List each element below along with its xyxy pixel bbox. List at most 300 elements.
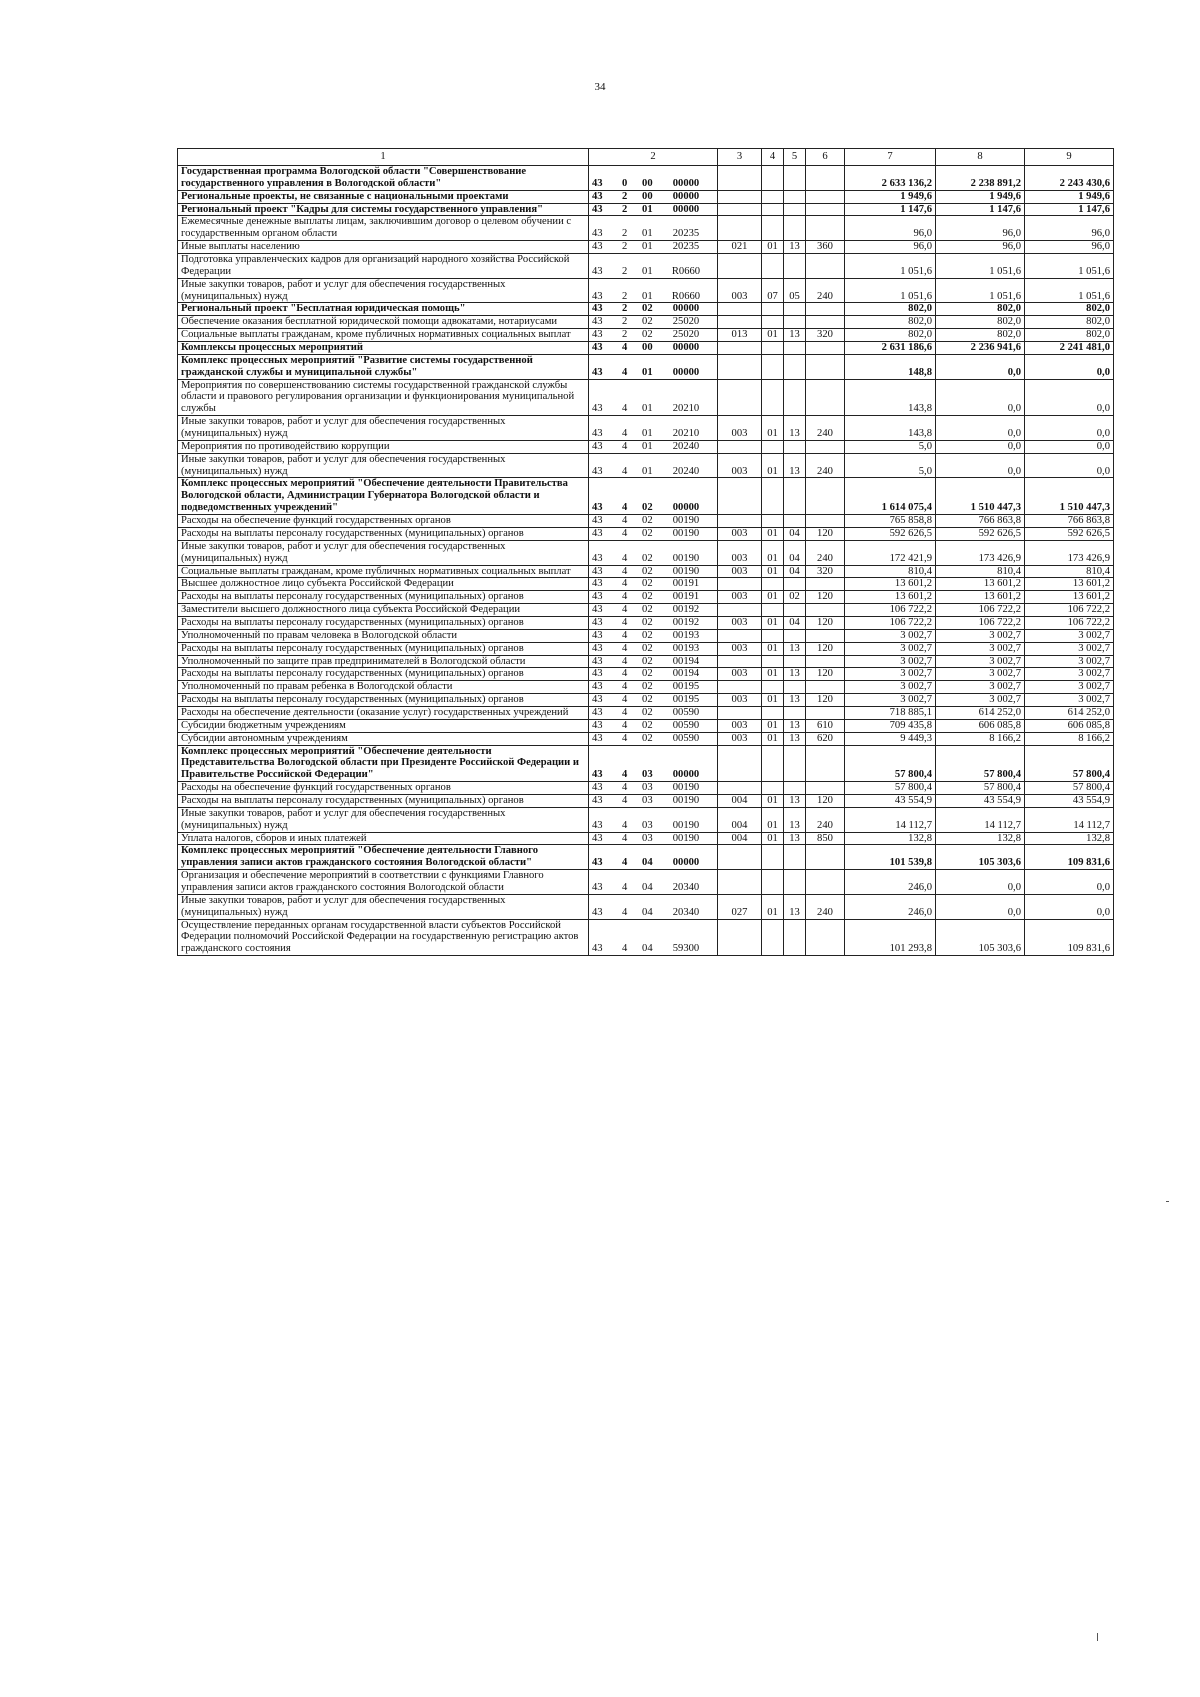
code-part: 43	[592, 241, 603, 253]
ministry-code: 003	[718, 278, 762, 303]
amount-col9: 173 426,9	[1025, 540, 1114, 565]
table-row	[178, 719, 1114, 732]
amount-col8: 614 252,0	[936, 706, 1025, 719]
amount-col8: 0,0	[936, 894, 1025, 919]
section-code: 01	[762, 694, 784, 707]
table-row	[178, 527, 1114, 540]
amount-col7: 148,8	[845, 354, 936, 379]
amount-col9: 3 002,7	[1025, 629, 1114, 642]
ministry-code: 003	[718, 540, 762, 565]
expense-type-code	[806, 655, 845, 668]
amount-col7: 802,0	[845, 329, 936, 342]
code-part: 00000	[672, 203, 700, 215]
code-part: 20340	[672, 881, 700, 893]
code-part: 43	[592, 769, 603, 781]
code-part: 43	[592, 316, 603, 328]
code-part: R0660	[671, 290, 701, 302]
subsection-code: 13	[784, 453, 806, 478]
code-part: 00193	[672, 642, 700, 654]
target-article-code	[589, 782, 718, 795]
subsection-code: 13	[784, 694, 806, 707]
code-part: 43	[592, 616, 603, 628]
expense-type-code	[806, 342, 845, 355]
amount-col7: 3 002,7	[845, 694, 936, 707]
table-row	[178, 440, 1114, 453]
amount-col8: 173 426,9	[936, 540, 1025, 565]
code-part: 4	[622, 694, 628, 706]
header-cell: 2	[589, 149, 718, 166]
subsection-code: 05	[784, 278, 806, 303]
amount-col9: 802,0	[1025, 316, 1114, 329]
code-part: 43	[592, 515, 603, 527]
row-name: Расходы на выплаты персоналу государственных (муниципальных) органов	[178, 616, 589, 629]
header-cell: 4	[762, 149, 784, 166]
row-name: Иные закупки товаров, работ и услуг для обеспечения государственных (муниципальных) нужд	[178, 278, 589, 303]
amount-col7: 106 722,2	[845, 604, 936, 617]
code-part: 00000	[672, 366, 700, 378]
ministry-code	[718, 379, 762, 416]
amount-col9: 766 863,8	[1025, 515, 1114, 528]
amount-col8: 802,0	[936, 329, 1025, 342]
amount-col9: 132,8	[1025, 832, 1114, 845]
code-part: 25020	[672, 329, 700, 341]
amount-col7: 802,0	[845, 316, 936, 329]
expense-type-code: 120	[806, 668, 845, 681]
amount-col8: 810,4	[936, 565, 1025, 578]
amount-col9: 0,0	[1025, 440, 1114, 453]
amount-col7: 592 626,5	[845, 527, 936, 540]
amount-col7: 96,0	[845, 216, 936, 241]
code-part: 00190	[672, 527, 700, 539]
ministry-code: 004	[718, 807, 762, 832]
expense-type-code	[806, 706, 845, 719]
row-name: Субсидии автономным учреждениям	[178, 732, 589, 745]
subsection-code: 04	[784, 565, 806, 578]
expense-type-code: 120	[806, 591, 845, 604]
code-part: 4	[622, 642, 628, 654]
ministry-code: 013	[718, 329, 762, 342]
code-part: 01	[642, 366, 653, 378]
table-row	[178, 203, 1114, 216]
table-row	[178, 681, 1114, 694]
code-part: 02	[642, 668, 653, 680]
code-part: 00193	[672, 629, 700, 641]
section-code: 01	[762, 719, 784, 732]
target-article-code	[589, 190, 718, 203]
amount-col9: 57 800,4	[1025, 745, 1114, 782]
amount-col8: 0,0	[936, 453, 1025, 478]
code-part: 00195	[672, 681, 700, 693]
section-code	[762, 166, 784, 191]
expense-type-code	[806, 190, 845, 203]
subsection-code: 04	[784, 616, 806, 629]
amount-col8: 14 112,7	[936, 807, 1025, 832]
code-part: 00	[642, 342, 653, 354]
code-part: 02	[642, 681, 653, 693]
row-name: Иные закупки товаров, работ и услуг для обеспечения государственных (муниципальных) нужд	[178, 416, 589, 441]
code-part: 01	[642, 241, 653, 253]
code-part: 0	[622, 177, 628, 189]
table-row	[178, 254, 1114, 279]
table-row	[178, 668, 1114, 681]
row-name: Комплекс процессных мероприятий "Развитие системы государственной гражданской службы и муниципальной службы"	[178, 354, 589, 379]
amount-col8: 1 147,6	[936, 203, 1025, 216]
code-part: 4	[622, 342, 628, 354]
amount-col8: 3 002,7	[936, 668, 1025, 681]
code-part: 2	[622, 290, 628, 302]
code-part: 4	[622, 465, 628, 477]
ministry-code: 003	[718, 719, 762, 732]
amount-col8: 3 002,7	[936, 694, 1025, 707]
expense-type-code: 240	[806, 416, 845, 441]
row-name: Осуществление переданных органам государственной власти субъектов Российской Федерации полномочий Российской Федерации на государственную регистрацию актов гражданского состояния	[178, 919, 589, 956]
amount-col9: 1 051,6	[1025, 254, 1114, 279]
amount-col7: 13 601,2	[845, 578, 936, 591]
subsection-code: 13	[784, 894, 806, 919]
table-row	[178, 303, 1114, 316]
amount-col7: 14 112,7	[845, 807, 936, 832]
code-part: 02	[642, 719, 653, 731]
code-part: 4	[622, 515, 628, 527]
code-part: 43	[592, 943, 603, 955]
table-row	[178, 278, 1114, 303]
amount-col7: 1 147,6	[845, 203, 936, 216]
code-part: 43	[592, 403, 603, 415]
table-body	[178, 166, 1114, 956]
amount-col8: 96,0	[936, 216, 1025, 241]
code-part: 02	[642, 329, 653, 341]
code-part: 43	[592, 578, 603, 590]
code-part: 4	[622, 668, 628, 680]
code-part: 43	[592, 428, 603, 440]
expense-type-code	[806, 681, 845, 694]
target-article-code	[589, 655, 718, 668]
expense-type-code: 320	[806, 329, 845, 342]
amount-col9: 1 510 447,3	[1025, 478, 1114, 515]
amount-col9: 109 831,6	[1025, 919, 1114, 956]
amount-col9: 3 002,7	[1025, 655, 1114, 668]
code-part: 20235	[672, 228, 700, 240]
code-part: 4	[622, 655, 628, 667]
target-article-code	[589, 203, 718, 216]
code-part: 02	[642, 565, 653, 577]
code-part: 00190	[672, 782, 700, 794]
code-part: 43	[592, 732, 603, 744]
ministry-code	[718, 578, 762, 591]
code-part: 4	[622, 681, 628, 693]
row-name: Мероприятия по совершенствованию системы государственной гражданской службы области и правового регулирования организации и функционирования муниципальной службы	[178, 379, 589, 416]
subsection-code	[784, 190, 806, 203]
target-article-code	[589, 616, 718, 629]
code-part: 4	[622, 782, 628, 794]
table-row	[178, 604, 1114, 617]
code-part: 4	[622, 578, 628, 590]
amount-col7: 1 949,6	[845, 190, 936, 203]
subsection-code: 13	[784, 642, 806, 655]
row-name: Подготовка управленческих кадров для организаций народного хозяйства Российской Федерации	[178, 254, 589, 279]
amount-col8: 106 722,2	[936, 604, 1025, 617]
ministry-code	[718, 655, 762, 668]
section-code	[762, 342, 784, 355]
code-part: 4	[622, 719, 628, 731]
code-part: 43	[592, 265, 603, 277]
ministry-code: 003	[718, 616, 762, 629]
amount-col7: 1 051,6	[845, 278, 936, 303]
amount-col7: 143,8	[845, 379, 936, 416]
amount-col8: 1 051,6	[936, 254, 1025, 279]
amount-col7: 3 002,7	[845, 642, 936, 655]
amount-col9: 1 949,6	[1025, 190, 1114, 203]
amount-col9: 96,0	[1025, 216, 1114, 241]
row-name: Расходы на выплаты персоналу государственных (муниципальных) органов	[178, 794, 589, 807]
code-part: 43	[592, 782, 603, 794]
row-name: Ежемесячные денежные выплаты лицам, заключившим договор о целевом обучении с государственным органом области	[178, 216, 589, 241]
amount-col8: 105 303,6	[936, 845, 1025, 870]
code-part: 4	[622, 604, 628, 616]
code-part: 4	[622, 706, 628, 718]
code-part: 01	[642, 228, 653, 240]
expense-type-code: 320	[806, 565, 845, 578]
amount-col7: 802,0	[845, 303, 936, 316]
subsection-code: 13	[784, 416, 806, 441]
expense-type-code	[806, 629, 845, 642]
code-part: 43	[592, 552, 603, 564]
amount-col9: 8 166,2	[1025, 732, 1114, 745]
header-cell: 1	[178, 149, 589, 166]
table-row	[178, 478, 1114, 515]
code-part: 4	[622, 819, 628, 831]
ministry-code	[718, 706, 762, 719]
amount-col8: 1 051,6	[936, 278, 1025, 303]
code-part: 43	[592, 177, 603, 189]
subsection-code	[784, 440, 806, 453]
code-part: 2	[622, 303, 628, 315]
amount-col8: 802,0	[936, 303, 1025, 316]
section-code: 01	[762, 527, 784, 540]
code-part: 02	[642, 515, 653, 527]
expense-type-code	[806, 440, 845, 453]
header-cell: 6	[806, 149, 845, 166]
amount-col9: 96,0	[1025, 241, 1114, 254]
amount-col8: 3 002,7	[936, 655, 1025, 668]
subsection-code	[784, 478, 806, 515]
amount-col7: 2 631 186,6	[845, 342, 936, 355]
ministry-code	[718, 354, 762, 379]
code-part: 00000	[672, 857, 700, 869]
expense-type-code	[806, 254, 845, 279]
amount-col8: 57 800,4	[936, 782, 1025, 795]
subsection-code	[784, 254, 806, 279]
expense-type-code	[806, 604, 845, 617]
target-article-code	[589, 303, 718, 316]
ministry-code: 003	[718, 453, 762, 478]
amount-col9: 1 147,6	[1025, 203, 1114, 216]
row-name: Расходы на выплаты персоналу государственных (муниципальных) органов	[178, 527, 589, 540]
code-part: 20240	[672, 440, 700, 452]
subsection-code	[784, 782, 806, 795]
target-article-code	[589, 440, 718, 453]
code-part: 4	[622, 857, 628, 869]
code-part: 00	[642, 190, 653, 202]
code-part: 43	[592, 440, 603, 452]
row-name: Уполномоченный по защите прав предпринимателей в Вологодской области	[178, 655, 589, 668]
code-part: 02	[642, 616, 653, 628]
ministry-code	[718, 440, 762, 453]
section-code	[762, 870, 784, 895]
section-code: 01	[762, 453, 784, 478]
row-name: Комплексы процессных мероприятий	[178, 342, 589, 355]
code-part: 4	[622, 906, 628, 918]
table-row	[178, 832, 1114, 845]
section-code	[762, 604, 784, 617]
expense-type-code	[806, 745, 845, 782]
amount-col9: 43 554,9	[1025, 794, 1114, 807]
row-name: Субсидии бюджетным учреждениям	[178, 719, 589, 732]
section-code	[762, 845, 784, 870]
expense-type-code: 850	[806, 832, 845, 845]
target-article-code	[589, 604, 718, 617]
amount-col9: 57 800,4	[1025, 782, 1114, 795]
code-part: 01	[642, 465, 653, 477]
expense-type-code	[806, 203, 845, 216]
target-article-code	[589, 591, 718, 604]
code-part: 00	[642, 177, 653, 189]
amount-col7: 5,0	[845, 440, 936, 453]
expense-type-code: 610	[806, 719, 845, 732]
code-part: 00190	[672, 794, 700, 806]
table-row	[178, 782, 1114, 795]
row-name: Комплекс процессных мероприятий "Обеспечение деятельности Представительства Вологодской области при Президенте Российской Федерации и Правительстве Российской Федерации"	[178, 745, 589, 782]
subsection-code	[784, 629, 806, 642]
code-part: 25020	[672, 316, 700, 328]
amount-col8: 0,0	[936, 440, 1025, 453]
table-row	[178, 919, 1114, 956]
code-part: 2	[622, 228, 628, 240]
target-article-code	[589, 540, 718, 565]
code-part: 02	[642, 629, 653, 641]
code-part: 43	[592, 881, 603, 893]
code-part: 4	[622, 629, 628, 641]
expense-type-code: 120	[806, 616, 845, 629]
expense-type-code: 120	[806, 642, 845, 655]
section-code	[762, 379, 784, 416]
section-code	[762, 655, 784, 668]
expense-type-code	[806, 303, 845, 316]
row-name: Региональный проект "Кадры для системы государственного управления"	[178, 203, 589, 216]
header-cell: 8	[936, 149, 1025, 166]
ministry-code: 021	[718, 241, 762, 254]
expense-type-code: 120	[806, 527, 845, 540]
scan-mark	[1097, 1633, 1098, 1641]
target-article-code	[589, 668, 718, 681]
row-name: Иные закупки товаров, работ и услуг для обеспечения государственных (муниципальных) нужд	[178, 894, 589, 919]
code-part: 02	[642, 604, 653, 616]
code-part: 43	[592, 303, 603, 315]
target-article-code	[589, 732, 718, 745]
ministry-code: 003	[718, 732, 762, 745]
code-part: 01	[642, 290, 653, 302]
code-part: 00191	[672, 578, 700, 590]
target-article-code	[589, 527, 718, 540]
table-row	[178, 629, 1114, 642]
amount-col8: 2 236 941,6	[936, 342, 1025, 355]
row-name: Комплекс процессных мероприятий "Обеспечение деятельности Главного управления записи актов гражданского состояния Вологодской области"	[178, 845, 589, 870]
code-part: 4	[622, 616, 628, 628]
target-article-code	[589, 832, 718, 845]
section-code: 01	[762, 668, 784, 681]
scan-mark	[1166, 1201, 1169, 1202]
subsection-code: 13	[784, 732, 806, 745]
expense-type-code: 240	[806, 453, 845, 478]
section-code	[762, 354, 784, 379]
expense-type-code: 120	[806, 794, 845, 807]
subsection-code	[784, 745, 806, 782]
code-part: 4	[622, 428, 628, 440]
code-part: 4	[622, 502, 628, 514]
section-code	[762, 629, 784, 642]
table-row	[178, 316, 1114, 329]
page-number: 34	[594, 81, 606, 93]
amount-col7: 2 633 136,2	[845, 166, 936, 191]
target-article-code	[589, 745, 718, 782]
subsection-code	[784, 845, 806, 870]
expense-type-code	[806, 845, 845, 870]
amount-col9: 606 085,8	[1025, 719, 1114, 732]
code-part: 43	[592, 719, 603, 731]
expense-type-code	[806, 782, 845, 795]
ministry-code	[718, 216, 762, 241]
amount-col7: 3 002,7	[845, 668, 936, 681]
row-name: Высшее должностное лицо субъекта Российской Федерации	[178, 578, 589, 591]
subsection-code	[784, 919, 806, 956]
amount-col8: 0,0	[936, 354, 1025, 379]
code-part: 43	[592, 832, 603, 844]
section-code	[762, 578, 784, 591]
table-row	[178, 706, 1114, 719]
ministry-code: 003	[718, 565, 762, 578]
amount-col7: 132,8	[845, 832, 936, 845]
code-part: 4	[622, 403, 628, 415]
code-part: 00192	[672, 616, 700, 628]
table-row	[178, 794, 1114, 807]
code-part: 20240	[672, 465, 700, 477]
section-code	[762, 254, 784, 279]
subsection-code	[784, 578, 806, 591]
target-article-code	[589, 629, 718, 642]
code-part: 01	[642, 203, 653, 215]
ministry-code	[718, 254, 762, 279]
expense-type-code	[806, 478, 845, 515]
amount-col8: 802,0	[936, 316, 1025, 329]
ministry-code	[718, 604, 762, 617]
header-cell: 5	[784, 149, 806, 166]
subsection-code: 02	[784, 591, 806, 604]
code-part: 43	[592, 502, 603, 514]
code-part: 00190	[672, 819, 700, 831]
code-part: 00590	[672, 706, 700, 718]
subsection-code: 04	[784, 540, 806, 565]
subsection-code: 13	[784, 832, 806, 845]
code-part: 43	[592, 694, 603, 706]
table-row	[178, 416, 1114, 441]
target-article-code	[589, 354, 718, 379]
code-part: 00190	[672, 832, 700, 844]
code-part: 4	[622, 881, 628, 893]
amount-col9: 3 002,7	[1025, 694, 1114, 707]
target-article-code	[589, 316, 718, 329]
amount-col7: 43 554,9	[845, 794, 936, 807]
header-cell: 9	[1025, 149, 1114, 166]
